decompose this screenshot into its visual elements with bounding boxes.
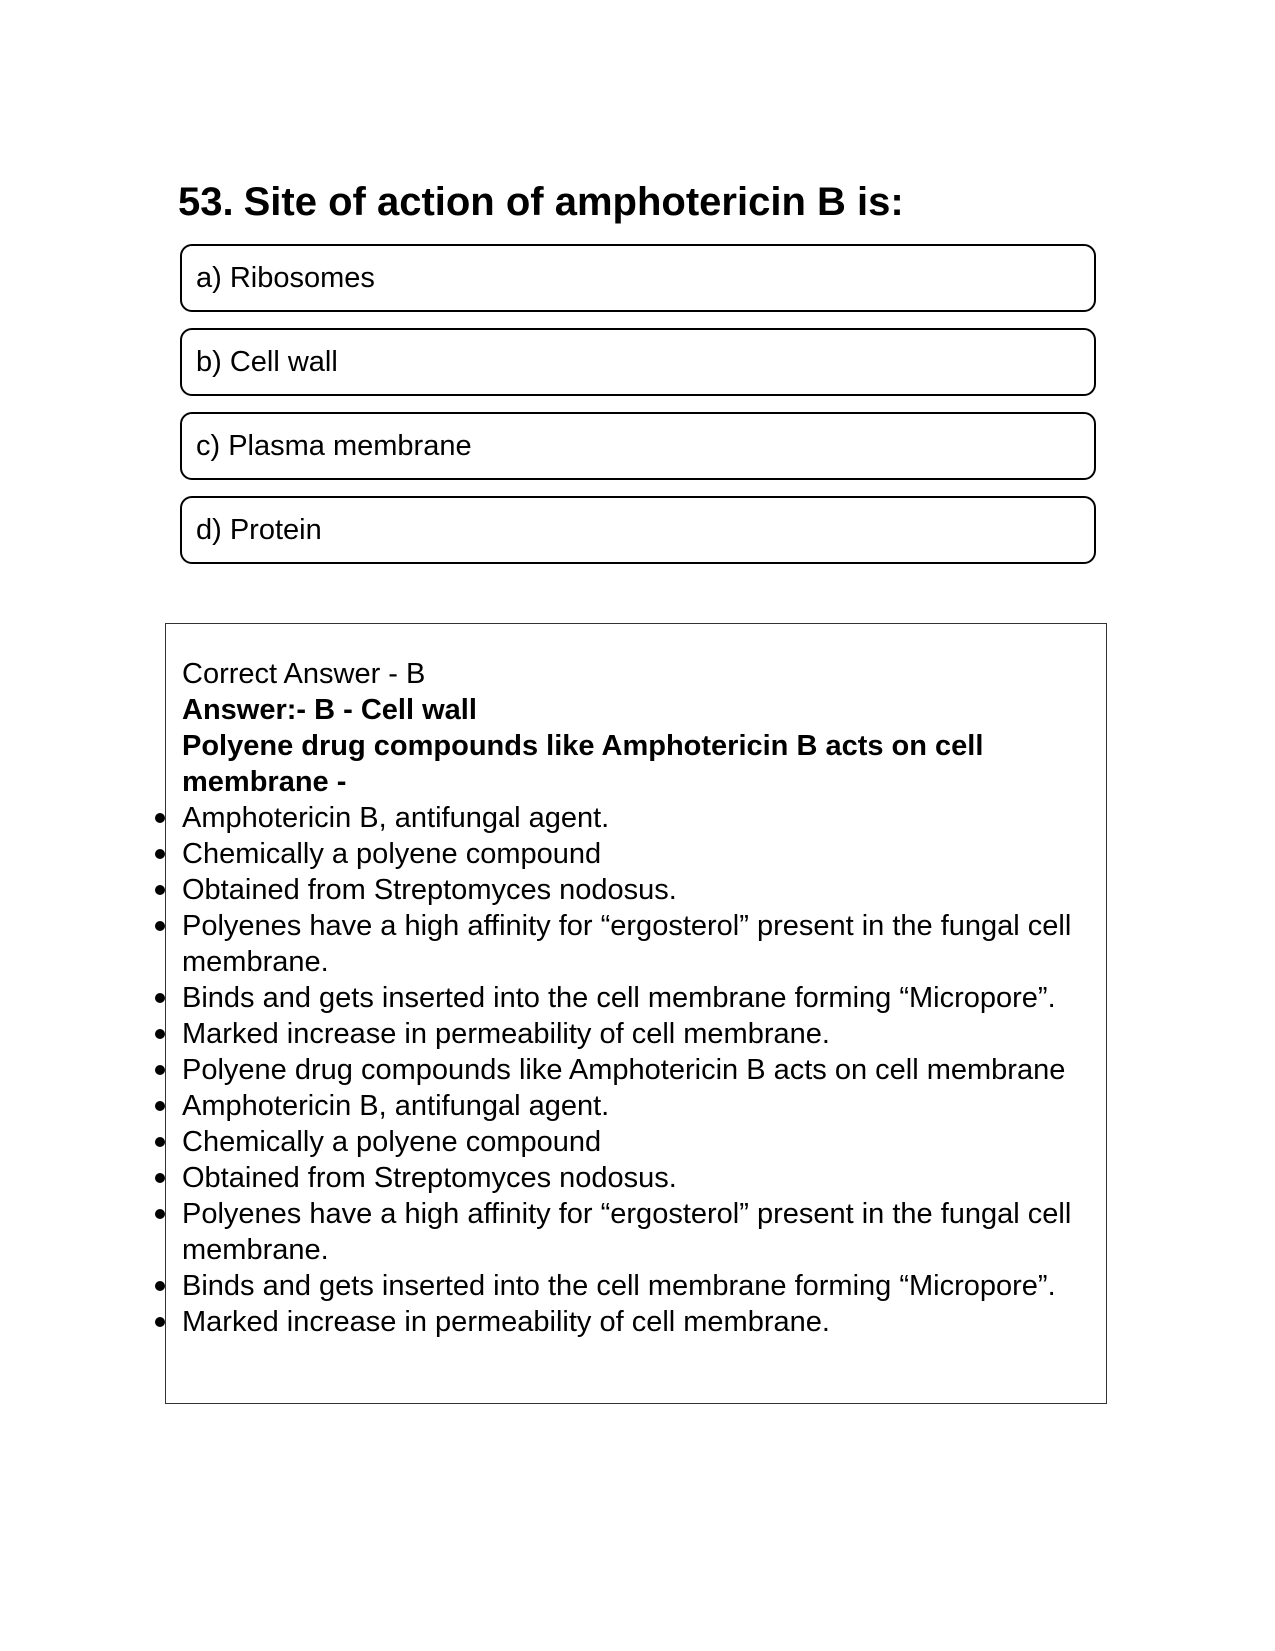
list-item <box>182 908 1082 980</box>
bullet-icon <box>155 1101 165 1111</box>
explanation-heading: Polyene drug compounds like Amphotericin B acts on cell membrane - <box>182 730 984 798</box>
list-item <box>182 1196 1082 1268</box>
list-item-text: Polyenes have a high affinity for “ergosterol” present in the fungal cell membrane. <box>182 1198 1072 1266</box>
answer-explanation-content <box>182 656 1082 1340</box>
list-item-text: Marked increase in permeability of cell membrane. <box>182 1306 830 1338</box>
bullet-icon <box>155 813 165 823</box>
bullet-icon <box>155 849 165 859</box>
option-a[interactable] <box>180 244 1096 312</box>
option-a-label: a) Ribosomes <box>196 262 375 294</box>
bullet-icon <box>155 1137 165 1147</box>
list-item-text: Amphotericin B, antifungal agent. <box>182 1090 610 1122</box>
bullet-icon <box>155 921 165 931</box>
bullet-icon <box>155 993 165 1003</box>
question-number: 53. <box>178 180 234 224</box>
list-item-text: Binds and gets inserted into the cell membrane forming “Micropore”. <box>182 1270 1056 1302</box>
list-item <box>182 1016 1082 1052</box>
list-item <box>182 1304 1082 1340</box>
list-item <box>182 1160 1082 1196</box>
list-item <box>182 1088 1082 1124</box>
question-heading <box>178 178 904 226</box>
option-b[interactable] <box>180 328 1096 396</box>
list-item <box>182 800 1082 836</box>
list-item-text: Polyenes have a high affinity for “ergosterol” present in the fungal cell membrane. <box>182 910 1072 978</box>
option-d[interactable] <box>180 496 1096 564</box>
bullet-icon <box>155 885 165 895</box>
list-item <box>182 836 1082 872</box>
option-d-label: d) Protein <box>196 514 322 546</box>
list-item <box>182 1052 1082 1088</box>
bullet-icon <box>155 1281 165 1291</box>
bullet-icon <box>155 1317 165 1327</box>
list-item <box>182 1268 1082 1304</box>
list-item-text: Chemically a polyene compound <box>182 838 602 870</box>
option-c-label: c) Plasma membrane <box>196 430 472 462</box>
list-item-text: Binds and gets inserted into the cell membrane forming “Micropore”. <box>182 982 1056 1014</box>
list-item <box>182 1124 1082 1160</box>
answer-explanation-box <box>165 623 1107 1404</box>
option-b-label: b) Cell wall <box>196 346 338 378</box>
bullet-icon <box>155 1029 165 1039</box>
options-list <box>180 244 1096 580</box>
list-item <box>182 980 1082 1016</box>
answer-line: Answer:- B - Cell wall <box>182 694 477 726</box>
bullet-icon <box>155 1209 165 1219</box>
list-item-text: Obtained from Streptomyces nodosus. <box>182 1162 677 1194</box>
option-c[interactable] <box>180 412 1096 480</box>
list-item-text: Polyene drug compounds like Amphotericin B acts on cell membrane <box>182 1054 1066 1086</box>
question-text: Site of action of amphotericin B is: <box>243 180 904 224</box>
list-item <box>182 872 1082 908</box>
list-item-text: Obtained from Streptomyces nodosus. <box>182 874 677 906</box>
bullet-icon <box>155 1173 165 1183</box>
list-item-text: Amphotericin B, antifungal agent. <box>182 802 610 834</box>
list-item-text: Marked increase in permeability of cell membrane. <box>182 1018 830 1050</box>
list-item-text: Chemically a polyene compound <box>182 1126 602 1158</box>
bullet-icon <box>155 1065 165 1075</box>
explanation-bullet-list <box>182 800 1082 1340</box>
correct-answer-line: Correct Answer - B <box>182 658 426 690</box>
